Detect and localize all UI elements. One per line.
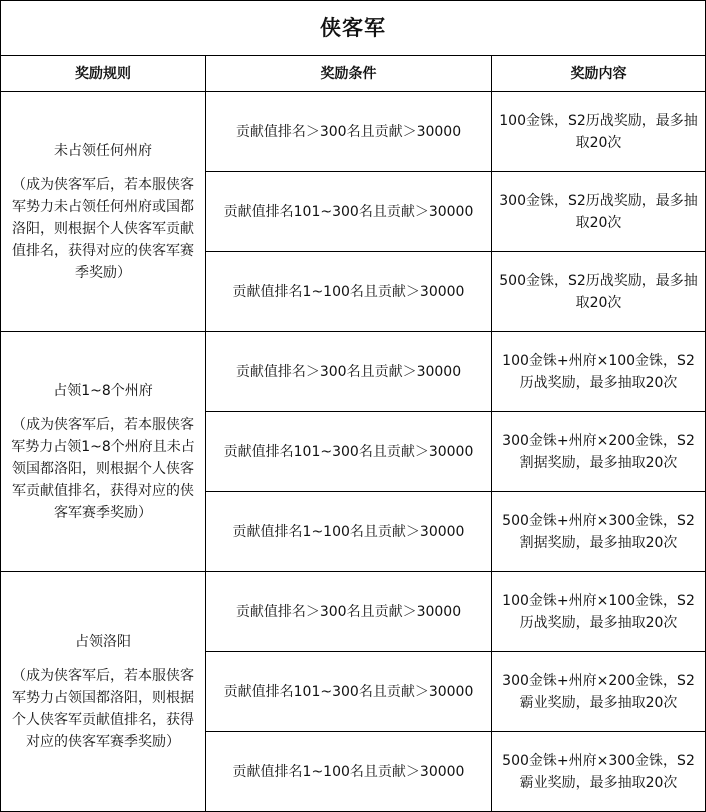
reward-cell: 300金铢+州府×200金铢，S2割据奖励，最多抽取20次	[492, 412, 706, 492]
reward-cell: 500金铢，S2历战奖励，最多抽取20次	[492, 252, 706, 332]
rule-note: （成为侠客军后，若本服侠客军势力占领1~8个州府且未占领国都洛阳，则根据个人侠客军贡献值排名，获得对应的侠客军赛季奖励）	[11, 416, 195, 521]
reward-cell: 100金铢+州府×100金铢，S2历战奖励，最多抽取20次	[492, 572, 706, 652]
rule-name: 占领洛阳	[75, 633, 131, 650]
title-row	[1, 1, 706, 56]
rule-note: （成为侠客军后，若本服侠客军势力占领国都洛阳，则根据个人侠客军贡献值排名，获得对应的侠客军赛季奖励）	[12, 667, 194, 750]
condition-cell: 贡献值排名101~300名且贡献＞30000	[206, 172, 492, 252]
condition-cell: 贡献值排名＞300名且贡献＞30000	[206, 572, 492, 652]
rule-cell	[1, 332, 206, 572]
condition-cell: 贡献值排名＞300名且贡献＞30000	[206, 92, 492, 172]
condition-cell: 贡献值排名101~300名且贡献＞30000	[206, 412, 492, 492]
rule-cell	[1, 92, 206, 332]
rule-name: 未占领任何州府	[54, 142, 152, 159]
condition-cell: 贡献值排名1~100名且贡献＞30000	[206, 252, 492, 332]
condition-cell: 贡献值排名＞300名且贡献＞30000	[206, 332, 492, 412]
condition-cell: 贡献值排名1~100名且贡献＞30000	[206, 492, 492, 572]
table-row	[1, 572, 706, 652]
reward-cell: 100金铢+州府×100金铢，S2历战奖励，最多抽取20次	[492, 332, 706, 412]
reward-cell: 500金铢+州府×300金铢，S2霸业奖励，最多抽取20次	[492, 732, 706, 812]
rule-name: 占领1~8个州府	[53, 382, 153, 399]
rule-cell	[1, 572, 206, 812]
table-title: 侠客军	[1, 1, 706, 56]
header-rule: 奖励规则	[1, 56, 206, 92]
reward-cell: 500金铢+州府×300金铢，S2割据奖励，最多抽取20次	[492, 492, 706, 572]
table-row	[1, 92, 706, 172]
reward-cell: 300金铢，S2历战奖励，最多抽取20次	[492, 172, 706, 252]
rule-note: （成为侠客军后，若本服侠客军势力未占领任何州府或国都洛阳，则根据个人侠客军贡献值排名，获得对应的侠客军赛季奖励）	[12, 176, 194, 281]
header-condition: 奖励条件	[206, 56, 492, 92]
reward-cell: 100金铢，S2历战奖励，最多抽取20次	[492, 92, 706, 172]
table-row	[1, 332, 706, 412]
condition-cell: 贡献值排名1~100名且贡献＞30000	[206, 732, 492, 812]
reward-cell: 300金铢+州府×200金铢，S2霸业奖励，最多抽取20次	[492, 652, 706, 732]
header-reward: 奖励内容	[492, 56, 706, 92]
condition-cell: 贡献值排名101~300名且贡献＞30000	[206, 652, 492, 732]
header-row	[1, 56, 706, 92]
